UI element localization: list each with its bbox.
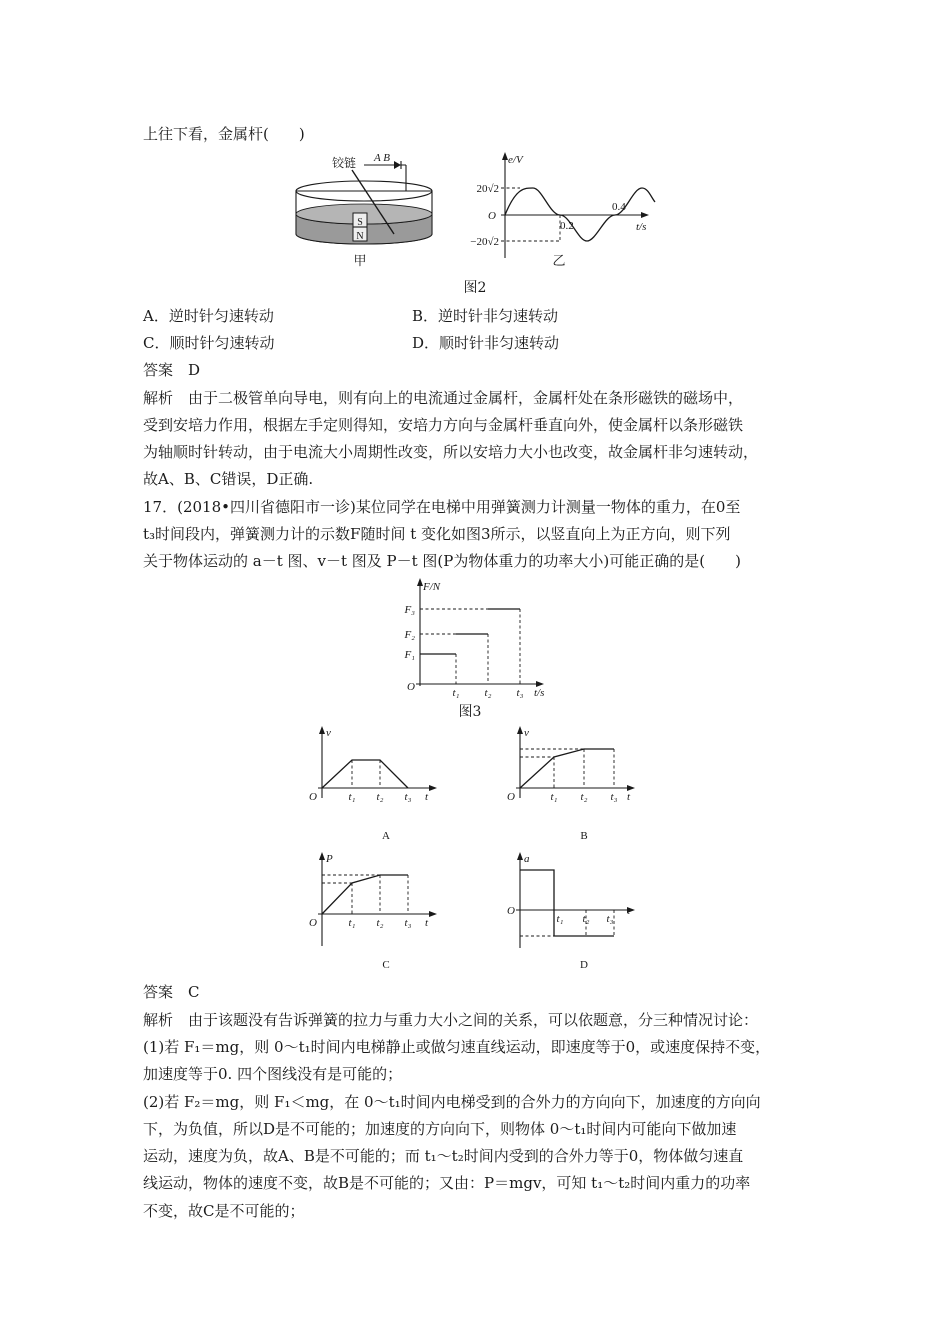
- graph-d-origin: O: [507, 905, 515, 917]
- yi-x1: 0.2: [560, 220, 574, 232]
- fig3-f2: F₂: [404, 629, 415, 641]
- yi-xlabel: t/s: [636, 221, 647, 233]
- q16-intro: 上往下看，金属杆( ): [143, 125, 305, 143]
- yi-ymax: 20√2: [476, 183, 499, 195]
- graph-c-xlabel: t: [425, 917, 429, 929]
- q16-analysis-line: 解析 由于二极管单向导电，则有向上的电流通过金属杆，金属杆处在条形磁铁的磁场中，: [143, 389, 744, 407]
- q17-analysis-line: 加速度等于0. 四个图线没有是可能的；: [143, 1065, 403, 1083]
- graph-a-ylabel: v: [326, 727, 331, 739]
- q17-analysis-line: 线运动，物体的速度不变，故B是不可能的；又由：P＝mgv，可知 t₁～t₂时间内重力的功率: [143, 1174, 751, 1192]
- q17-stem-line: t₃时间段内，弹簧测力计的示数F随时间 t 变化如图3所示，以竖直向上为正方向，则下列: [143, 525, 731, 543]
- q16-answer: 答案 D: [143, 361, 201, 379]
- graph-d-t2: t₂: [582, 913, 590, 925]
- fig3-t3: t₃: [516, 687, 524, 699]
- figure-jia-label: 甲: [353, 253, 367, 268]
- magnet-n: N: [356, 231, 364, 242]
- hinge-label: 铰链: [332, 156, 357, 170]
- option-d: D．顺时针非匀速转动: [412, 334, 560, 352]
- figure-yi-label: 乙: [552, 253, 566, 268]
- graph-b-xlabel: t: [627, 791, 631, 803]
- fig3-t1: t₁: [452, 687, 460, 699]
- graph-c-label: C: [382, 959, 390, 971]
- option-a: A．逆时针匀速转动: [143, 307, 274, 325]
- fig3-f3: F₃: [404, 604, 415, 616]
- yi-x2: 0.4: [612, 201, 626, 213]
- graph-c: [308, 852, 448, 972]
- ab-label: A B: [374, 152, 390, 164]
- graph-b-origin: O: [507, 791, 515, 803]
- graph-a-label: A: [382, 830, 390, 842]
- graph-d-xlabel: t: [627, 905, 631, 917]
- q16-analysis-line: 受到安培力作用，根据左手定则得知，安培力方向与金属杆垂直向外，使金属杆以条形磁铁: [143, 416, 744, 434]
- yi-ymin: −20√2: [470, 236, 499, 248]
- graph-a: [308, 726, 448, 846]
- graph-d-t3: t₃: [606, 913, 614, 925]
- graph-b-t3: t₃: [610, 791, 618, 803]
- yi-ylabel: e/V: [508, 154, 523, 166]
- q17-stem-line: 17．(2018•四川省德阳市一诊)某位同学在电梯中用弹簧测力计测量一物体的重力，在0至: [143, 498, 741, 516]
- graph-a-t2: t₂: [376, 791, 384, 803]
- graph-d-ylabel: a: [524, 853, 530, 865]
- figure-jia: [290, 148, 440, 273]
- graph-b-ylabel: v: [524, 727, 529, 739]
- fig3-t2: t₂: [484, 687, 492, 699]
- graph-b: [506, 726, 646, 846]
- q16-analysis-line: 为轴顺时针转动，由于电流大小周期性改变，所以安培力大小也改变，故金属杆非匀速转动，: [143, 443, 759, 461]
- graph-a-t1: t₁: [348, 791, 356, 803]
- graph-a-t3: t₃: [404, 791, 412, 803]
- graph-b-t2: t₂: [580, 791, 588, 803]
- q17-stem-line: 关于物体运动的 a－t 图、v－t 图及 P－t 图(P为物体重力的功率大小)可能正确的是( ): [143, 552, 741, 570]
- graph-a-xlabel: t: [425, 791, 429, 803]
- graph-b-label: B: [580, 830, 588, 842]
- figure-yi: [465, 152, 660, 272]
- graph-c-ylabel: P: [326, 853, 333, 865]
- graph-c-origin: O: [309, 917, 317, 929]
- figure-3-caption: 图3: [458, 704, 482, 720]
- graph-c-t2: t₂: [376, 917, 384, 929]
- option-c: C．顺时针匀速转动: [143, 334, 275, 352]
- graph-c-t1: t₁: [348, 917, 356, 929]
- fig3-xlabel: t/s: [534, 687, 545, 699]
- graph-d: [506, 852, 646, 972]
- graph-c-t3: t₃: [404, 917, 412, 929]
- fig3-ylabel: F/N: [423, 581, 441, 593]
- graph-b-t1: t₁: [550, 791, 558, 803]
- fig3-origin: O: [407, 681, 415, 693]
- q16-analysis-line: 故A、B、C错误，D正确.: [143, 470, 314, 488]
- magnet-s: S: [357, 217, 363, 228]
- graph-a-origin: O: [309, 791, 317, 803]
- option-b: B．逆时针非匀速转动: [412, 307, 559, 325]
- fig3-f1: F₁: [404, 649, 415, 661]
- q17-answer: 答案 C: [143, 983, 200, 1001]
- q17-analysis-line: 不变，故C是不可能的；: [143, 1202, 305, 1220]
- q17-analysis-line: (2)若 F₂＝mg，则 F₁＜mg，在 0～t₁时间内电梯受到的合外力的方向向下，加速度的方向向: [143, 1093, 761, 1111]
- graph-d-label: D: [580, 959, 588, 971]
- yi-origin: O: [488, 210, 496, 222]
- figure-3: [400, 578, 555, 698]
- figure-2-caption: 图2: [463, 280, 487, 296]
- q17-analysis-line: 运动，速度为负，故A、B是不可能的；而 t₁～t₂时间内受到的合外力等于0，物体做匀速直: [143, 1147, 744, 1165]
- q17-analysis-line: (1)若 F₁＝mg，则 0～t₁时间内电梯静止或做匀速直线运动，即速度等于0，或速度保持不变，: [143, 1038, 771, 1056]
- q17-analysis-line: 下，为负值，所以D是不可能的；加速度的方向向下，则物体 0～t₁时间内可能向下做加速: [143, 1120, 737, 1138]
- graph-d-t1: t₁: [556, 913, 564, 925]
- q17-analysis-line: 解析 由于该题没有告诉弹簧的拉力与重力大小之间的关系，可以依题意，分三种情况讨论：: [143, 1011, 759, 1029]
